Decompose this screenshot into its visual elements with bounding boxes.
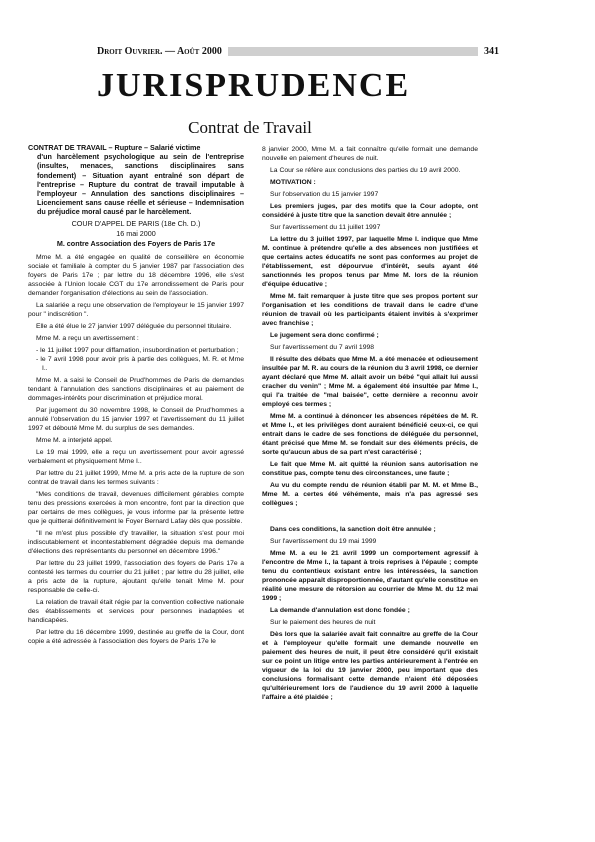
case-summary [28, 143, 244, 217]
court-name: COUR D'APPEL DE PARIS (18e Ch. D.) [71, 218, 201, 228]
warning-list [28, 346, 244, 373]
summary-lead: CONTRAT DE TRAVAIL – Rupture – Salarié victime [28, 143, 201, 152]
paragraph: La salariée a reçu une observation de l'employeur le 15 janvier 1997 pour " indiscrétion ". [28, 301, 244, 318]
paragraph: 8 janvier 2000, Mme M. a fait connaître qu'elle formait une demande nouvelle en paiement d'heures de nuit. [262, 146, 478, 162]
paragraph: Mme M. a reçu un avertissement : [36, 334, 139, 342]
heading-motivation: MOTIVATION : [270, 179, 316, 186]
list-item: - le 11 juillet 1997 pour diffamation, insubordination et perturbation ; [28, 346, 244, 355]
paragraph: La demande d'annulation est donc fondée ; [270, 607, 410, 614]
subheading: Sur le paiement des heures de nuit [270, 619, 376, 626]
list-item: - le 7 avril 1998 pour avoir pris à partie des collègues, M. R. et Mme I.. [28, 355, 244, 373]
paragraph: Dès lors que la salariée avait fait connaître au greffe de la Cour et à l'employeur qu'elle formait une demande nouvelle en paiement des heures de nuit, il peut être considéré qu'il existait sur ce point un litige entre les parties antérieurement à l'entrée en vigueur de la loi du 19 janvier 2000, peu important que des conclusions formalisant cette demande n'aient été déposées qu'ultérieurement lors de l'audience du 19 avril 2000 à laquelle l'affaire a été plaidée ; [262, 631, 478, 701]
paragraph: La Cour se réfère aux conclusions des parties du 19 avril 2000. [270, 167, 461, 174]
paragraph: Mme M. fait remarquer à juste titre que ses propos portent sur l'organisation et les conditions de travail dans le cadre d'une réunion de travail où les participants étaient invités à s'exprimer avec franchise ; [262, 293, 478, 327]
spacer [262, 511, 478, 525]
paragraph: Mme M. a saisi le Conseil de Prud'hommes de Paris de demandes tendant à l'annulation des sanctions disciplinaires et au paiement de dommages-intérêts pour discrimination et préjudice moral. [28, 376, 244, 402]
quoted-paragraph: "Mes conditions de travail, devenues difficilement gérables compte tenu des pressions exercées à mon encontre, font par la direction que par certains de mes collègues, je vous informe par la présente lettre que je quitterai définitivement le Foyer Bernard Lafay dès que possible. [28, 490, 244, 525]
decision-date: 16 mai 2000 [116, 228, 156, 238]
section-title: JURISPRUDENCE [97, 67, 411, 104]
paragraph: La relation de travail était régie par la convention collective nationale des établissements et services pour personnes inadaptées et handicapées. [28, 598, 244, 624]
subheading: Sur l'avertissement du 7 avril 1998 [270, 344, 375, 351]
case-parties: M. contre Association des Foyers de Paris 17e [56, 238, 216, 248]
paragraph: Les premiers juges, par des motifs que la Cour adopte, ont considéré à juste titre que la sanction devait être annulée ; [262, 203, 478, 219]
paragraph: Au vu du compte rendu de réunion établi par M. M. et Mme B., Mme M. a certes été véhémente, mais n'a pas agressé ses collègues ; [262, 482, 478, 507]
paragraph: Le 19 mai 1999, elle a reçu un avertissement pour avoir agressé verbalement et physiquement Mme I.. [28, 448, 244, 465]
running-header [97, 44, 499, 58]
paragraph: Elle a été élue le 27 janvier 1997 déléguée du personnel titulaire. [36, 322, 232, 330]
right-column [262, 145, 478, 705]
quoted-paragraph: "Il ne m'est plus possible d'y travailler, la situation s'est pour moi indiscutablement et incontestablement dégradée depuis ma demande d'élections des représentants du personnel en décembre 1996." [28, 529, 244, 555]
subheading: Sur l'observation du 15 janvier 1997 [270, 191, 379, 198]
subsection-title: Contrat de Travail [188, 118, 312, 137]
paragraph: Le jugement sera donc confirmé ; [270, 332, 379, 339]
paragraph: Le fait que Mme M. ait quitté la réunion sans autorisation ne constitue pas, compte tenu des circonstances, une faute ; [262, 461, 478, 477]
paragraph: Mme M. a interjeté appel. [36, 436, 113, 444]
paragraph: La lettre du 3 juillet 1997, par laquelle Mme I. indique que Mme M. continue à prétendre qu'elle a des absences non justifiées et que certains actes éducatifs ne sont pas conformes au projet de l'établissement, est dépourvue d'intérêt, seuls ayant été sanctionnés les propos tenus par Mme M. lors de la réunion d'équipe éducative ; [262, 236, 478, 288]
subheading: Sur l'avertissement du 11 juillet 1997 [270, 224, 381, 231]
paragraph: Mme M. a eu le 21 avril 1999 un comportement agressif à l'encontre de Mme I., la tapant à trois reprises à l'épaule ; compte tenu du contentieux existant entre les intéressées, la sanction prononcée apparaît disproportionnée, d'autant qu'elle constitue en réalité une mesure de rétorsion au courrier de Mme M. du 12 mai 1999 ; [262, 550, 478, 602]
paragraph: Par jugement du 30 novembre 1998, le Conseil de Prud'hommes a annulé l'observation du 15 janvier 1997 et l'avertissement du 11 juillet 1997 et débouté Mme M. du surplus de ses demandes. [28, 406, 244, 432]
paragraph: Il résulte des débats que Mme M. a été menacée et odieusement insultée par M. R. au cours de la réunion du 3 avril 1998, ce dernier ayant déclaré que Mme M. allait avoir un bébé "qui allait lui aussi cracher du venin" ; Mme M. a également été insultée par Mme I., qui l'a traitée de "mal baisée", cette dernière a reconnu avoir employé ces termes ; [262, 356, 478, 408]
summary-rest: d'un harcèlement psychologique au sein de l'entreprise (insultes, menaces, sanctions disciplinaires sans fondement) – Situation ayant entraîné son départ de l'entreprise – Rupture du contrat de travail imputable à l'employeur – Annulation des sanctions disciplinaires – Licenciement sans cause réelle et sérieuse – Indemnisation du préjudice moral causé par le harcèlement. [37, 152, 244, 217]
page-number: 341 [484, 45, 499, 57]
paragraph: Par lettre du 21 juillet 1999, Mme M. a pris acte de la rupture de son contrat de travail dans les termes suivants : [28, 469, 244, 486]
paragraph: Par lettre du 16 décembre 1999, destinée au greffe de la Cour, dont copie a été adressée à l'association des foyers de Paris 17e le [28, 628, 244, 645]
subheading: Sur l'avertissement du 19 mai 1999 [270, 538, 377, 545]
left-column [28, 143, 244, 649]
paragraph: Mme M. a continué à dénoncer les absences répétées de M. R. et Mme I., et les privilèges dont auraient bénéficié ceux-ci, ce qui entrait dans le cadre de ses fonctions de déléguée du personnel, étant précisé que Mme M. se fondait sur des éléments précis, de sorte qu'aucun abus de sa part n'est caractérisé ; [262, 413, 478, 456]
paragraph: Dans ces conditions, la sanction doit être annulée ; [270, 526, 436, 533]
paragraph: Mme M. a été engagée en qualité de conseillère en économie sociale et familiale à compter du 5 janvier 1987 par l'association des foyers de Paris 17e ; par lettre du 18 décembre 1996, elle s'est associée à l'Union locale CGT du 17e arrondissement de Paris pour demander l'organisation d'élections au sein de l'association. [28, 253, 244, 297]
header-rule [228, 47, 478, 56]
paragraph: Par lettre du 23 juillet 1999, l'association des foyers de Paris 17e a contesté les termes du courrier du 21 juillet ; par lettre du 28 juillet, elle a pris acte de la rupture, ajoutant qu'elle tenait Mme M. pour responsable de celle-ci. [28, 559, 244, 594]
journal-title: Droit Ouvrier. — Août 2000 [97, 45, 222, 57]
